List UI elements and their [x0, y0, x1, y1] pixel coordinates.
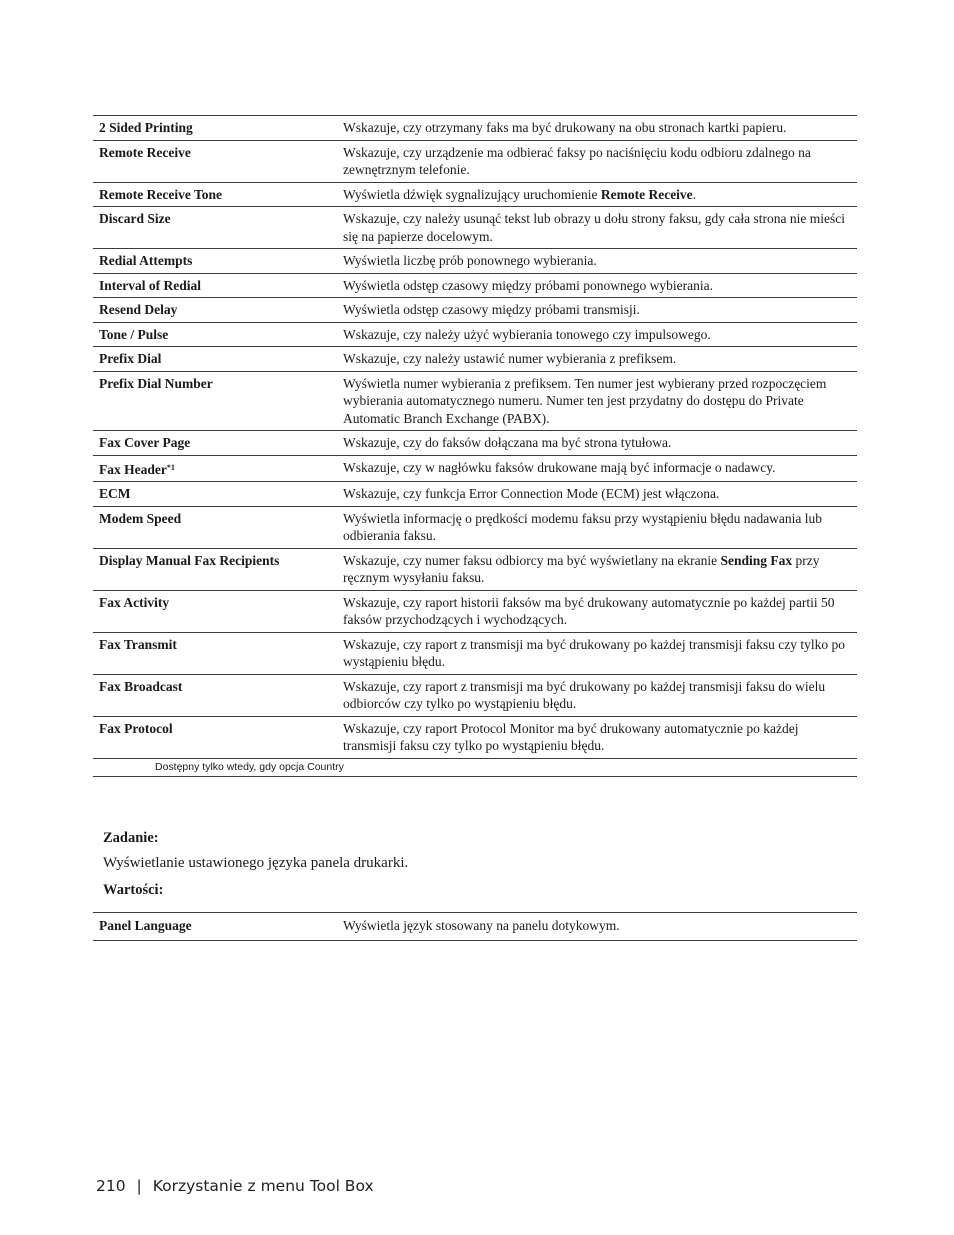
setting-description: Wskazuje, czy raport historii faksów ma być drukowany automatycznie po każdej partii 50 faksów przychodzących i wychodzących. [337, 590, 857, 632]
table-row [93, 322, 857, 347]
table-row [93, 548, 857, 590]
setting-name: Fax Activity [93, 590, 337, 632]
table-row [93, 207, 857, 249]
setting-name: Resend Delay [93, 298, 337, 323]
setting-description: Wyświetla odstęp czasowy między próbami ponownego wybierania. [337, 273, 857, 298]
setting-name: Prefix Dial [93, 347, 337, 372]
setting-name: Fax Cover Page [93, 431, 337, 456]
table-row [93, 716, 857, 758]
setting-description: Wskazuje, czy w nagłówku faksów drukowane mają być informacje o nadawcy. [337, 455, 857, 482]
table-row [93, 371, 857, 431]
setting-name: 2 Sided Printing [93, 116, 337, 141]
table-row [93, 140, 857, 182]
footer-separator: | [136, 1177, 142, 1195]
task-heading: Zadanie: [103, 830, 159, 846]
setting-description: Wyświetla numer wybierania z prefiksem. Ten numer jest wybierany przed rozpoczęciem wybierania automatycznego numeru. Numer ten jest przydatny do dostępu do Private Automatic Branch Exchange (PABX). [337, 371, 857, 431]
setting-description: Wskazuje, czy numer faksu odbiorcy ma być wyświetlany na ekranie Sending Fax przy ręcznym wysyłaniu faksu. [337, 548, 857, 590]
table-row [93, 674, 857, 716]
page-footer [96, 1177, 374, 1195]
footnote-marker: *1 [166, 462, 175, 472]
setting-description: Wskazuje, czy urządzenie ma odbierać faksy po naciśnięciu kodu odbioru zdalnego na zewnętrznym telefonie. [337, 140, 857, 182]
setting-description: Wskazuje, czy należy użyć wybierania tonowego czy impulsowego. [337, 322, 857, 347]
section-title: Korzystanie z menu Tool Box [152, 1177, 374, 1195]
setting-description: Wyświetla dźwięk sygnalizujący uruchomienie Remote Receive. [337, 182, 857, 207]
setting-description: Wskazuje, czy do faksów dołączana ma być strona tytułowa. [337, 431, 857, 456]
table-row [93, 913, 857, 941]
setting-description: Wskazuje, czy raport z transmisji ma być drukowany po każdej transmisji faksu czy tylko po wystąpieniu błędu. [337, 632, 857, 674]
setting-description: Wskazuje, czy należy usunąć tekst lub obrazy u dołu strony faksu, gdy cała strona nie mieści się na papierze docelowym. [337, 207, 857, 249]
setting-name: Prefix Dial Number [93, 371, 337, 431]
task-description: Wyświetlanie ustawionego języka panela drukarki. [103, 855, 409, 871]
setting-name: Fax Broadcast [93, 674, 337, 716]
table-row [93, 249, 857, 274]
table-row [93, 482, 857, 507]
table-row [93, 455, 857, 482]
setting-name: Fax Transmit [93, 632, 337, 674]
table-footnote [93, 758, 857, 776]
setting-name: Remote Receive [93, 140, 337, 182]
table-row [93, 116, 857, 141]
setting-description: Wskazuje, czy raport Protocol Monitor ma być drukowany automatycznie po każdej transmisji faksu czy tylko po wystąpieniu błędu. [337, 716, 857, 758]
setting-description: Wskazuje, czy funkcja Error Connection Mode (ECM) jest włączona. [337, 482, 857, 507]
table-row [93, 182, 857, 207]
setting-description: Wyświetla informację o prędkości modemu faksu przy wystąpieniu błędu nadawania lub odbierania faksu. [337, 506, 857, 548]
setting-description: Wskazuje, czy należy ustawić numer wybierania z prefiksem. [337, 347, 857, 372]
setting-name: Modem Speed [93, 506, 337, 548]
fax-settings-table [93, 115, 857, 777]
setting-name: Tone / Pulse [93, 322, 337, 347]
values-heading: Wartości: [103, 882, 164, 898]
table-row [93, 347, 857, 372]
table-row [93, 273, 857, 298]
setting-name: Display Manual Fax Recipients [93, 548, 337, 590]
setting-name: Interval of Redial [93, 273, 337, 298]
setting-name: ECM [93, 482, 337, 507]
table-row [93, 298, 857, 323]
page-number: 210 [96, 1177, 126, 1195]
setting-name: Discard Size [93, 207, 337, 249]
setting-name: Fax Protocol [93, 716, 337, 758]
setting-description: Wskazuje, czy otrzymany faks ma być drukowany na obu stronach kartki papieru. [337, 116, 857, 141]
setting-description: Wyświetla odstęp czasowy między próbami transmisji. [337, 298, 857, 323]
setting-name: Panel Language [93, 913, 337, 941]
setting-name: Fax Header$^{*1}$ [93, 455, 337, 482]
setting-description: Wskazuje, czy raport z transmisji ma być drukowany po każdej transmisji faksu do wielu odbiorców czy tylko po wystąpieniu błędu. [337, 674, 857, 716]
table-row [93, 506, 857, 548]
setting-description: Wyświetla język stosowany na panelu dotykowym. [337, 913, 857, 941]
language-table [93, 912, 857, 941]
table-row [93, 590, 857, 632]
setting-name: Redial Attempts [93, 249, 337, 274]
table-row [93, 431, 857, 456]
setting-name: Remote Receive Tone [93, 182, 337, 207]
setting-description: Wyświetla liczbę prób ponownego wybierania. [337, 249, 857, 274]
table-row [93, 632, 857, 674]
footnote-text: Dostępny tylko wtedy, gdy opcja Country [93, 758, 857, 776]
